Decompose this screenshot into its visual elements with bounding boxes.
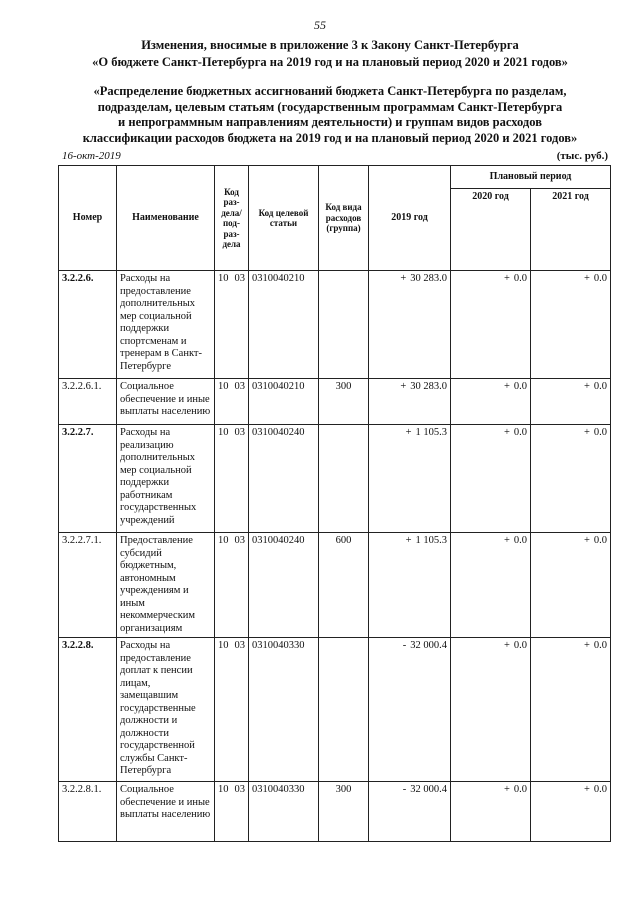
value-2019: 1 105.3 bbox=[415, 535, 447, 546]
row-number-cell bbox=[59, 638, 117, 782]
target-code: 0310040210 bbox=[252, 273, 305, 284]
row-2021-cell bbox=[531, 782, 611, 842]
document-date: 16-окт-2019 bbox=[62, 150, 121, 162]
row-2020-cell bbox=[451, 425, 531, 533]
row-target-cell bbox=[249, 271, 319, 379]
section-code-pair bbox=[218, 427, 245, 440]
expense-type-code: 300 bbox=[335, 381, 352, 392]
change-sign: + bbox=[503, 640, 510, 651]
change-sign: + bbox=[583, 273, 590, 284]
row-type-cell bbox=[319, 425, 369, 533]
section-code-pair bbox=[218, 640, 245, 653]
subsection-code: 03 bbox=[234, 381, 245, 392]
row-2019-cell bbox=[369, 425, 451, 533]
value-2020: 0.0 bbox=[513, 640, 527, 651]
table-row bbox=[59, 638, 611, 782]
row-section-cell bbox=[215, 782, 249, 842]
row-2020-cell bbox=[451, 782, 531, 842]
row-name-cell bbox=[117, 533, 215, 638]
budget-table-body bbox=[59, 271, 611, 842]
row-name: Расходы на предоставление доплат к пенсии лицам, замещавшим государственные должности и должности государственной службы Санкт-Петербурга bbox=[120, 640, 196, 776]
row-type-cell bbox=[319, 271, 369, 379]
section-code: 10 bbox=[218, 427, 229, 438]
row-2020-cell bbox=[451, 271, 531, 379]
value-2019: 32 000.4 bbox=[410, 640, 447, 651]
section-code: 10 bbox=[218, 273, 229, 284]
table-title-line: «Распределение бюджетных ассигнований бюджета Санкт-Петербурга по разделам, bbox=[93, 84, 567, 98]
table-row bbox=[59, 271, 611, 379]
row-2020-cell bbox=[451, 638, 531, 782]
row-2019-cell bbox=[369, 271, 451, 379]
change-sign: - bbox=[402, 640, 407, 651]
row-2021-cell bbox=[531, 425, 611, 533]
row-name: Расходы на реализацию дополнительных мер социальной поддержки работникам государственных учреждений bbox=[120, 427, 197, 526]
value-2019: 30 283.0 bbox=[410, 273, 447, 284]
row-number: 3.2.2.7. bbox=[62, 427, 94, 438]
section-code-pair bbox=[218, 273, 245, 286]
target-code: 0310040210 bbox=[252, 381, 305, 392]
change-sign: + bbox=[503, 427, 510, 438]
change-sign: + bbox=[405, 535, 412, 546]
target-code: 0310040240 bbox=[252, 427, 305, 438]
header-name: Наименование bbox=[117, 166, 215, 271]
row-number: 3.2.2.8.1. bbox=[62, 784, 102, 795]
row-number-cell bbox=[59, 533, 117, 638]
value-2021: 0.0 bbox=[593, 381, 608, 392]
header-year-2020: 2020 год bbox=[451, 188, 531, 270]
units-label: (тыс. руб.) bbox=[556, 150, 608, 162]
row-number: 3.2.2.6. bbox=[62, 273, 94, 284]
row-2020-cell bbox=[451, 379, 531, 425]
change-sign: + bbox=[503, 535, 510, 546]
table-row bbox=[59, 379, 611, 425]
budget-table bbox=[58, 165, 611, 842]
row-2021-cell bbox=[531, 533, 611, 638]
value-2020: 0.0 bbox=[513, 784, 527, 795]
heading-line: «О бюджете Санкт-Петербурга на 2019 год и на плановый период 2020 и 2021 годов» bbox=[92, 54, 568, 69]
value-2020: 0.0 bbox=[513, 427, 527, 438]
change-sign: + bbox=[503, 273, 510, 284]
value-2020: 0.0 bbox=[513, 535, 527, 546]
heading-line: Изменения, вносимые в приложение 3 к Закону Санкт-Петербурга bbox=[141, 38, 519, 52]
row-type-cell bbox=[319, 533, 369, 638]
row-2019-cell bbox=[369, 782, 451, 842]
value-2019: 30 283.0 bbox=[410, 381, 447, 392]
row-2021-cell bbox=[531, 379, 611, 425]
value-2021: 0.0 bbox=[593, 273, 608, 284]
row-type-cell bbox=[319, 782, 369, 842]
header-expense-type-code: Код вида расходов (группа) bbox=[319, 166, 369, 271]
row-target-cell bbox=[249, 638, 319, 782]
value-2020: 0.0 bbox=[513, 381, 527, 392]
row-number-cell bbox=[59, 782, 117, 842]
row-name: Социальное обеспечение и иные выплаты населению bbox=[120, 381, 211, 417]
row-name-cell bbox=[117, 782, 215, 842]
header-planned-period: Плановый период bbox=[451, 166, 611, 189]
row-name-cell bbox=[117, 271, 215, 379]
row-type-cell bbox=[319, 638, 369, 782]
row-type-cell bbox=[319, 379, 369, 425]
expense-type-code: 600 bbox=[335, 535, 352, 546]
value-2021: 0.0 bbox=[593, 427, 608, 438]
subsection-code: 03 bbox=[234, 640, 245, 651]
section-code: 10 bbox=[218, 535, 229, 546]
row-2020-cell bbox=[451, 533, 531, 638]
change-sign: + bbox=[583, 640, 590, 651]
row-name-cell bbox=[117, 638, 215, 782]
row-target-cell bbox=[249, 425, 319, 533]
change-sign: + bbox=[583, 427, 590, 438]
row-section-cell bbox=[215, 379, 249, 425]
change-sign: + bbox=[583, 784, 590, 795]
section-code-pair bbox=[218, 381, 245, 394]
row-number: 3.2.2.8. bbox=[62, 640, 94, 651]
row-target-cell bbox=[249, 782, 319, 842]
section-code: 10 bbox=[218, 640, 229, 651]
header-section-code: Код раз- дела/ под- раз- дела bbox=[215, 166, 249, 271]
table-title-line: и непрограммным направлениям деятельности) и группам видов расходов bbox=[118, 115, 542, 129]
subsection-code: 03 bbox=[234, 784, 245, 795]
value-2019: 1 105.3 bbox=[415, 427, 447, 438]
row-number-cell bbox=[59, 271, 117, 379]
target-code: 0310040330 bbox=[252, 640, 305, 651]
header-target-code: Код целевой статьи bbox=[249, 166, 319, 271]
change-sign: + bbox=[583, 535, 590, 546]
table-title-line: подразделам, целевым статьям (государственным программам Санкт-Петербурга bbox=[97, 99, 563, 114]
value-2021: 0.0 bbox=[593, 535, 608, 546]
page-number: 55 bbox=[314, 18, 326, 32]
row-name: Предоставление субсидий бюджетным, автономным учреждениям и иным некоммерческим организациям bbox=[120, 535, 196, 634]
change-sign: + bbox=[405, 427, 412, 438]
row-2021-cell bbox=[531, 271, 611, 379]
row-section-cell bbox=[215, 271, 249, 379]
row-2019-cell bbox=[369, 379, 451, 425]
value-2019: 32 000.4 bbox=[410, 784, 447, 795]
section-code: 10 bbox=[218, 381, 229, 392]
row-2019-cell bbox=[369, 533, 451, 638]
row-section-cell bbox=[215, 425, 249, 533]
table-title-line: классификации расходов бюджета на 2019 год и на плановый период 2020 и 2021 годов» bbox=[82, 130, 578, 145]
section-code-pair bbox=[218, 535, 245, 548]
row-target-cell bbox=[249, 533, 319, 638]
target-code: 0310040240 bbox=[252, 535, 305, 546]
header-year-2019: 2019 год bbox=[369, 166, 451, 271]
change-sign: + bbox=[400, 381, 407, 392]
table-row bbox=[59, 782, 611, 842]
change-sign: + bbox=[503, 381, 510, 392]
row-name-cell bbox=[117, 425, 215, 533]
expense-type-code: 300 bbox=[335, 784, 352, 795]
row-name: Социальное обеспечение и иные выплаты населению bbox=[120, 784, 211, 820]
row-target-cell bbox=[249, 379, 319, 425]
subsection-code: 03 bbox=[234, 273, 245, 284]
value-2020: 0.0 bbox=[513, 273, 527, 284]
document-heading bbox=[40, 37, 620, 70]
value-2021: 0.0 bbox=[593, 784, 608, 795]
row-name: Расходы на предоставление дополнительных мер социальной поддержки спортсменам и тренерам в Санкт-Петербурге bbox=[120, 273, 203, 372]
change-sign: + bbox=[583, 381, 590, 392]
subsection-code: 03 bbox=[234, 427, 245, 438]
header-year-2021: 2021 год bbox=[531, 188, 611, 270]
row-section-cell bbox=[215, 638, 249, 782]
subsection-code: 03 bbox=[234, 535, 245, 546]
section-code-pair bbox=[218, 784, 245, 797]
value-2021: 0.0 bbox=[593, 640, 608, 651]
table-row bbox=[59, 425, 611, 533]
row-2019-cell bbox=[369, 638, 451, 782]
table-row bbox=[59, 533, 611, 638]
row-number-cell bbox=[59, 379, 117, 425]
change-sign: + bbox=[400, 273, 407, 284]
row-name-cell bbox=[117, 379, 215, 425]
row-number: 3.2.2.7.1. bbox=[62, 535, 102, 546]
header-number: Номер bbox=[59, 166, 117, 271]
row-number: 3.2.2.6.1. bbox=[62, 381, 102, 392]
row-number-cell bbox=[59, 425, 117, 533]
table-title bbox=[50, 84, 610, 146]
row-section-cell bbox=[215, 533, 249, 638]
target-code: 0310040330 bbox=[252, 784, 305, 795]
section-code: 10 bbox=[218, 784, 229, 795]
change-sign: - bbox=[402, 784, 407, 795]
row-2021-cell bbox=[531, 638, 611, 782]
change-sign: + bbox=[503, 784, 510, 795]
